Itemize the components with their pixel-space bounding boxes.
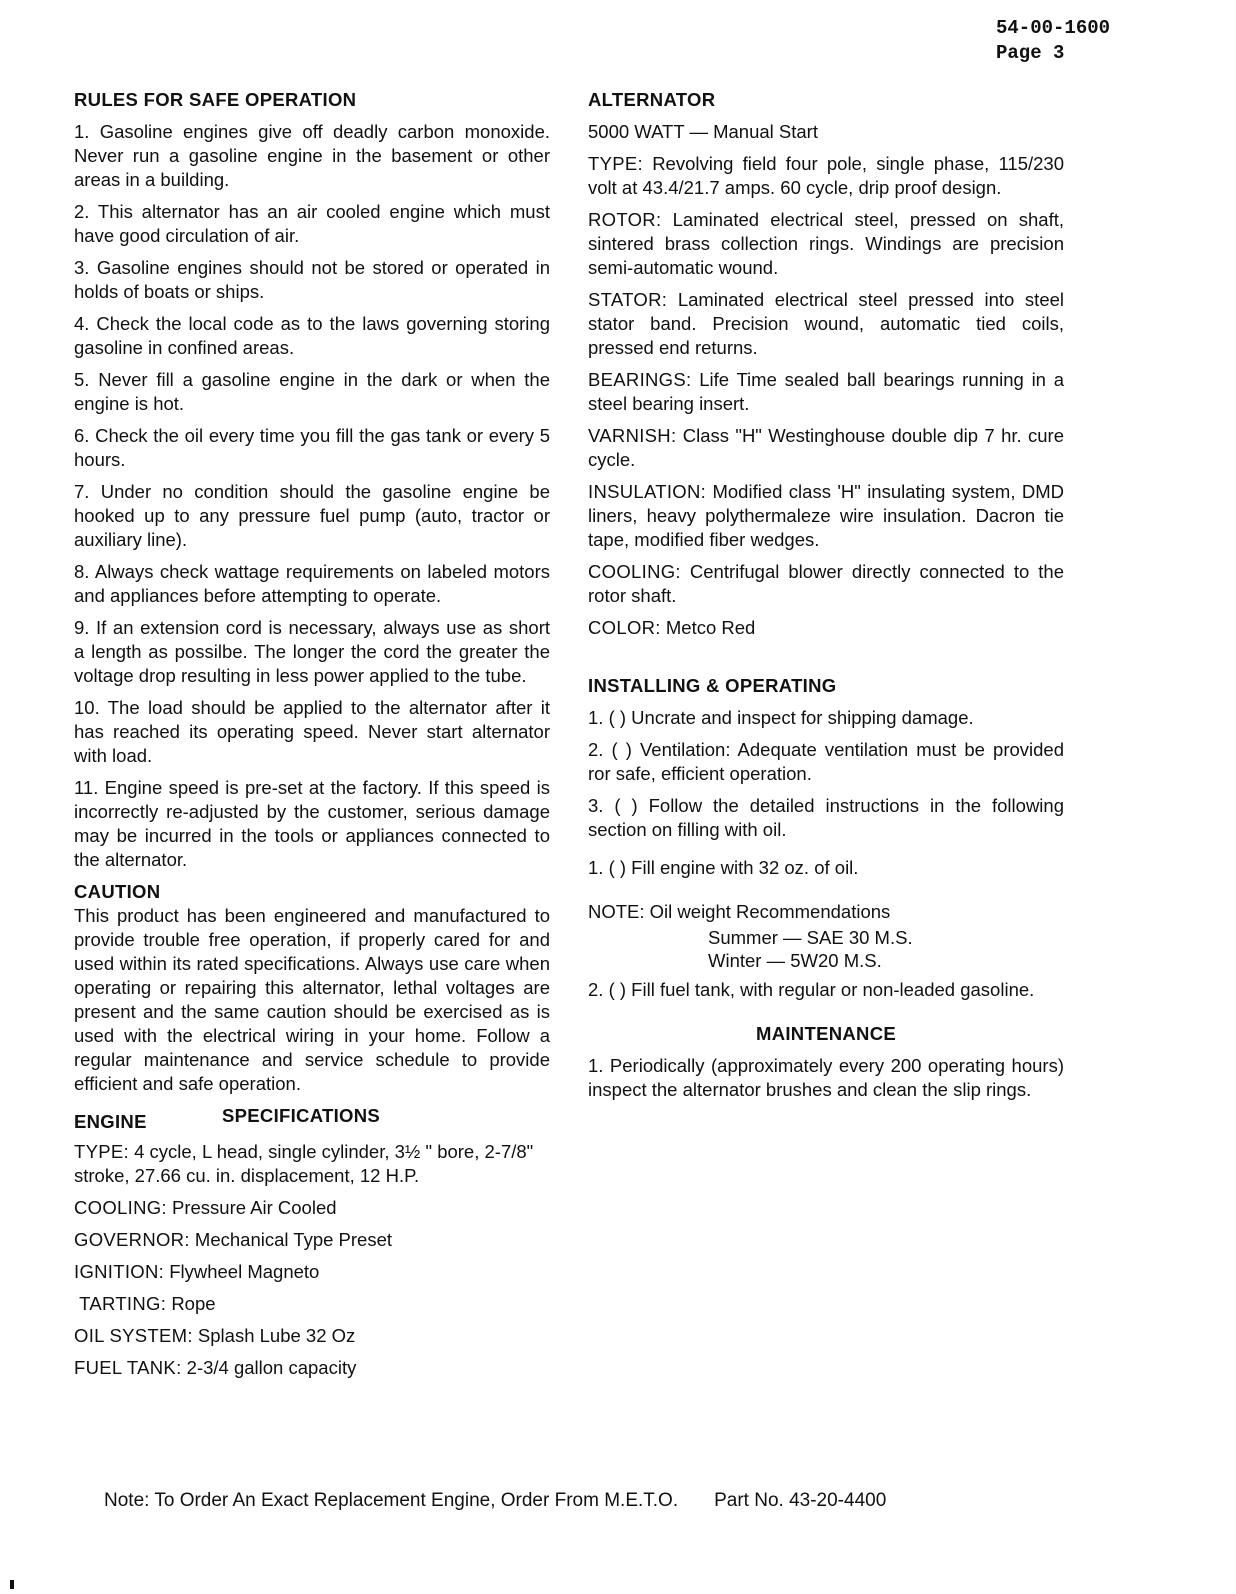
caution-text: This product has been engineered and manufactured to provide trouble free operation, if properly cared for and used within its rated specifications. Always use care when operating or repairing this alternator, lethal voltages are present and the same caution should be exercised as is used with the electrical wiring in your home. Follow a regular maintenance and service schedule to provide efficient and safe operation. <box>74 905 550 1094</box>
engine-spec-governor <box>74 1228 550 1252</box>
spec-label: OIL SYSTEM: <box>74 1325 193 1346</box>
fuel-step: 2. ( ) Fill fuel tank, with regular or non-leaded gasoline. <box>588 979 1035 1000</box>
rule-item: 1. Gasoline engines give off deadly carbon monoxide. Never run a gasoline engine in the basement or other areas in a building. <box>74 121 550 190</box>
oil-weights <box>588 926 1064 972</box>
spec-label: STATOR: <box>588 289 668 310</box>
spec-label: COOLING: <box>588 561 681 582</box>
spec-label: COLOR: <box>588 617 661 638</box>
spec-label: TYPE: <box>74 1141 129 1162</box>
install-step: 2. ( ) Ventilation: Adequate ventilation must be provided ror safe, efficient operation. <box>588 739 1064 784</box>
spec-value: Rope <box>171 1293 216 1314</box>
rule-item: 6. Check the oil every time you fill the gas tank or every 5 hours. <box>74 425 550 470</box>
install-step: 3. ( ) Follow the detailed instructions in the following section on filling with oil. <box>588 795 1064 840</box>
maintenance-text: 1. Periodically (approximately every 200 operating hours) inspect the alternator brushes and clean the slip rings. <box>588 1055 1064 1100</box>
spec-label: TARTING: <box>79 1293 167 1314</box>
page-header <box>996 16 1110 66</box>
maintenance-heading: MAINTENANCE <box>756 1023 896 1044</box>
spec-value: Centrifugal blower directly connected to the rotor shaft. <box>588 561 1065 606</box>
install-step: 1. ( ) Uncrate and inspect for shipping damage. <box>588 707 974 728</box>
spec-label: ROTOR: <box>588 209 662 230</box>
alternator-spec-bearings <box>588 368 1064 416</box>
engine-spec-starting <box>74 1292 550 1316</box>
spec-value: Splash Lube 32 Oz <box>197 1325 356 1346</box>
spec-value: Metco Red <box>665 617 756 638</box>
alternator-spec-cooling <box>588 560 1064 608</box>
alternator-spec-varnish <box>588 424 1064 472</box>
caution-heading: CAUTION <box>74 881 161 902</box>
rule-item: 5. Never fill a gasoline engine in the dark or when the engine is hot. <box>74 369 550 414</box>
alternator-spec-type <box>588 152 1064 200</box>
spec-label: IGNITION: <box>74 1261 165 1282</box>
rule-item: 11. Engine speed is pre-set at the factory. If this speed is incorrectly re-adjusted by the customer, serious damage may be incurred in the tools or appliances connected to the alternator. <box>74 777 550 870</box>
spec-value: Laminated electrical steel, pressed on shaft, sintered brass collection rings. Windings are precision semi-automatic wound. <box>588 209 1065 278</box>
rule-item: 4. Check the local code as to the laws governing storing gasoline in confined areas. <box>74 313 550 358</box>
spec-label: INSULATION: <box>588 481 707 502</box>
spec-value: 4 cycle, L head, single cylinder, 3½ " bore, 2-7/8" stroke, 27.66 cu. in. displacement, 12 H.P. <box>74 1141 534 1186</box>
engine-spec-cooling <box>74 1196 550 1220</box>
left-column <box>74 88 550 1388</box>
spec-label: FUEL TANK: <box>74 1357 182 1378</box>
rule-item: 3. Gasoline engines should not be stored or operated in holds of boats or ships. <box>74 257 550 302</box>
oil-summer: Summer — SAE 30 M.S. <box>708 927 913 948</box>
engine-specs-heading <box>74 1104 550 1134</box>
spec-label: BEARINGS: <box>588 369 692 390</box>
oil-note: NOTE: Oil weight Recommendations <box>588 901 891 922</box>
specifications-label: SPECIFICATIONS <box>222 1105 381 1126</box>
footer-order-note: Note: To Order An Exact Replacement Engine, Order From M.E.T.O. <box>104 1490 679 1511</box>
document-number: 54-00-1600 <box>996 17 1111 39</box>
engine-spec-ignition <box>74 1260 550 1284</box>
right-column <box>588 88 1064 1110</box>
engine-spec-fuel-tank <box>74 1356 550 1380</box>
footer-note <box>104 1490 886 1512</box>
rule-item: 2. This alternator has an air cooled engine which must have good circulation of air. <box>74 201 550 246</box>
spec-value: Class "H" Westinghouse double dip 7 hr. cure cycle. <box>588 425 1064 470</box>
spec-label: GOVERNOR: <box>74 1229 190 1250</box>
rules-heading: RULES FOR SAFE OPERATION <box>74 89 357 110</box>
spec-value: Modified class 'H" insulating system, DMD liners, heavy polythermaleze wire insulation. Dacron tie tape, modified fiber wedges. <box>588 481 1064 550</box>
rule-item: 10. The load should be applied to the alternator after it has reached its operating speed. Never start alternator with load. <box>74 697 550 766</box>
spec-label: COOLING: <box>74 1197 167 1218</box>
scan-mark <box>10 1580 14 1589</box>
spec-label: TYPE: <box>588 153 643 174</box>
footer-part-number: Part No. 43-20-4400 <box>714 1490 887 1511</box>
engine-label: ENGINE <box>74 1111 147 1132</box>
spec-value: Laminated electrical steel pressed into steel stator band. Precision wound, automatic tied coils, pressed end returns. <box>588 289 1065 358</box>
spec-value: Revolving field four pole, single phase, 115/230 volt at 43.4/21.7 amps. 60 cycle, drip proof design. <box>588 153 1065 198</box>
engine-spec-type <box>74 1140 550 1188</box>
rule-item: 9. If an extension cord is necessary, always use as short a length as possilbe. The longer the cord the greater the voltage drop resulting in less power applied to the tube. <box>74 617 550 686</box>
spec-value: Mechanical Type Preset <box>194 1229 393 1250</box>
oil-winter: Winter — 5W20 M.S. <box>708 950 882 971</box>
alternator-subheading: 5000 WATT — Manual Start <box>588 121 818 142</box>
alternator-spec-rotor <box>588 208 1064 280</box>
alternator-spec-color <box>588 616 1064 640</box>
spec-value: Flywheel Magneto <box>169 1261 320 1282</box>
rule-item: 7. Under no condition should the gasoline engine be hooked up to any pressure fuel pump (auto, tractor or auxiliary line). <box>74 481 550 550</box>
spec-value: Life Time sealed ball bearings running in a steel bearing insert. <box>588 369 1065 414</box>
installing-heading: INSTALLING & OPERATING <box>588 675 837 696</box>
install-step: 1. ( ) Fill engine with 32 oz. of oil. <box>588 857 859 878</box>
spec-value: 2-3/4 gallon capacity <box>186 1357 357 1378</box>
rule-item: 8. Always check wattage requirements on labeled motors and appliances before attempting to operate. <box>74 561 550 606</box>
engine-spec-oil-system <box>74 1324 550 1348</box>
alternator-heading: ALTERNATOR <box>588 89 716 110</box>
spec-value: Pressure Air Cooled <box>172 1197 337 1218</box>
spec-label: VARNISH: <box>588 425 677 446</box>
alternator-spec-stator <box>588 288 1064 360</box>
page-number: Page 3 <box>996 42 1065 64</box>
alternator-spec-insulation <box>588 480 1064 552</box>
